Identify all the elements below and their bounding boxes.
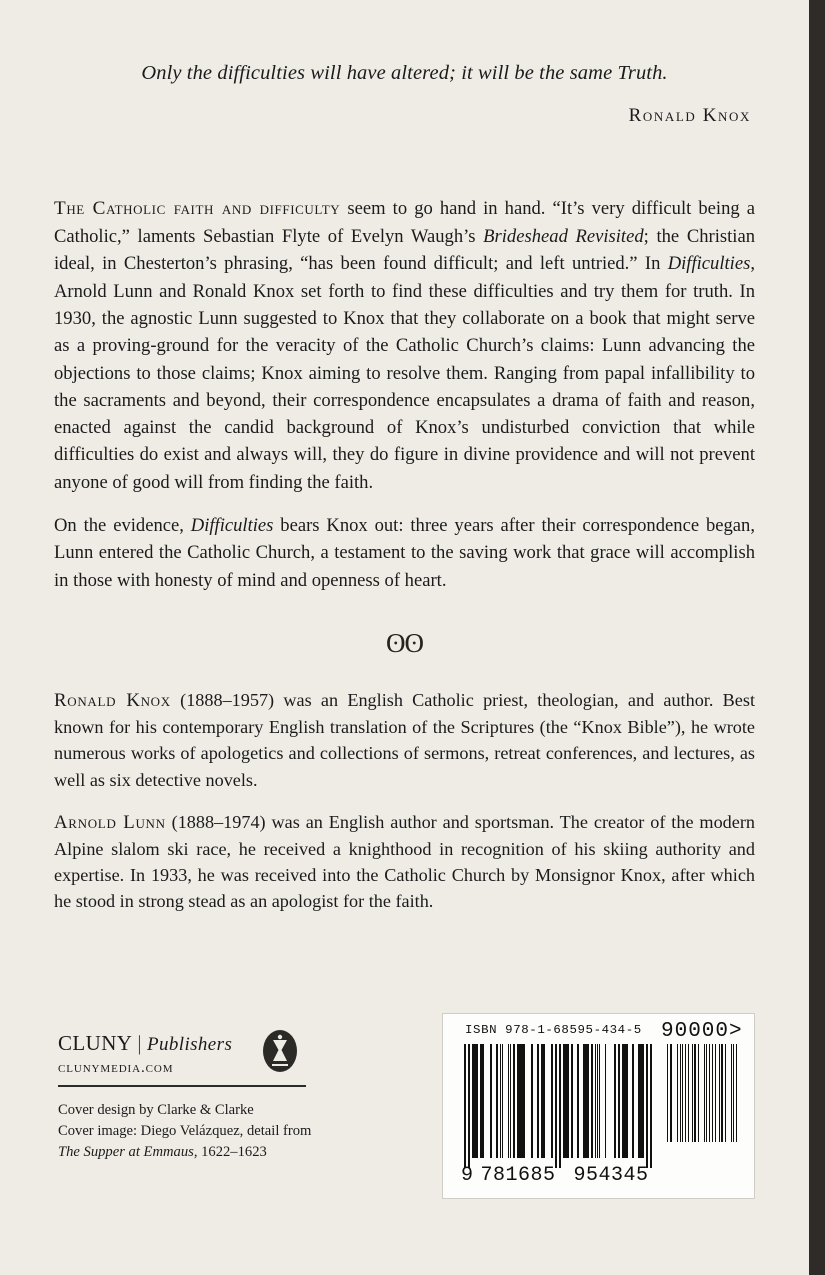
cover-footer bbox=[54, 1013, 755, 1213]
author-bios bbox=[54, 687, 755, 914]
spine-edge bbox=[809, 0, 825, 1275]
credit-image-title-line bbox=[58, 1142, 358, 1163]
publisher-separator: | bbox=[137, 1031, 142, 1055]
ean-digits-left: 781685 bbox=[480, 1164, 556, 1187]
publisher-block bbox=[58, 1031, 358, 1163]
epigraph-attribution: Ronald Knox bbox=[628, 104, 751, 126]
blurb-title-brideshead: Brideshead Revisited bbox=[483, 225, 644, 247]
credit-image-line: Cover image: Diego Velázquez, detail from bbox=[58, 1123, 312, 1140]
ean13-bars bbox=[464, 1044, 652, 1168]
blurb-p2-start: On the evidence, bbox=[54, 515, 191, 537]
publisher-descriptor: Publishers bbox=[146, 1034, 233, 1055]
publisher-colophon-icon bbox=[260, 1029, 300, 1073]
ean13-digits bbox=[461, 1164, 661, 1187]
credit-image-date: , 1622–1623 bbox=[193, 1144, 267, 1161]
publisher-rule bbox=[58, 1085, 306, 1087]
blurb-paragraph-2 bbox=[54, 512, 755, 594]
cover-credits bbox=[58, 1100, 358, 1163]
barcode-addon-digits: 90000> bbox=[661, 1020, 743, 1043]
publisher-name: CLUNY bbox=[58, 1031, 133, 1055]
credit-image-title: The Supper at Emmaus bbox=[58, 1144, 194, 1161]
blurb-title-difficulties: Difficulties bbox=[667, 253, 751, 275]
bio-arnold-lunn bbox=[54, 809, 755, 915]
blurb-p1-rest: seem to go hand in hand. “It’s very difficult being a Catholic,” laments Sebastian Flyte of Evelyn Waugh’s bbox=[54, 197, 756, 247]
bio-ronald-knox bbox=[54, 687, 755, 793]
blurb-p1-mid: ; the Christian ideal, in Chesterton’s phrasing, “has been found difficult; and left untried.” In bbox=[54, 225, 756, 275]
bio-name-knox: Ronald Knox bbox=[54, 690, 171, 712]
ean-digit-lead: 9 bbox=[461, 1164, 474, 1187]
blurb-p1-end: , Arnold Lunn and Ronald Knox set forth to find these difficulties and try them for truth. In 1930, the agnostic Lunn suggested to Knox that they collaborate on a book that might serve as a proving-ground for the veracity of the Catholic Church’s claims: Lunn advancing the objections to those claims; Knox aiming to resolve them. Ranging from papal infallibility to the sacraments and beyond, their correspondence encapsulates a drama of faith and reason, enacted against the candid background of Knox’s undisturbed conviction that while difficulties do exist and always will, they do figure in divine providence and will not prevent anyone of good will from finding the faith. bbox=[54, 253, 755, 493]
ean5-addon-bars bbox=[665, 1044, 737, 1142]
bio-text-lunn: (1888–1974) was an English author and sportsman. The creator of the modern Alpine slalom ski race, he received a knighthood in recognition of his skiing authority and expertise. In 1933, he was received into the Catholic Church by Monsignor Knox, after which he stood in strong stead as an apologist for the faith. bbox=[54, 811, 755, 912]
isbn-label: ISBN 978-1-68595-434-5 bbox=[465, 1023, 642, 1037]
barcode-panel bbox=[442, 1013, 755, 1199]
blurb-p2-title: Difficulties bbox=[190, 515, 274, 537]
ornament-divider-icon: ʘʘ bbox=[386, 628, 423, 659]
blurb-paragraph-1 bbox=[54, 195, 755, 497]
bio-text-knox: (1888–1957) was an English Catholic priest, theologian, and author. Best known for his contemporary English translation of the Scriptures (the “Knox Bible”), he wrote numerous works of apologetics and collections of sermons, retreat conferences, and lectures, as well as six detective novels. bbox=[54, 690, 755, 790]
bio-name-lunn: Arnold Lunn bbox=[54, 811, 166, 833]
publisher-url[interactable]: clunymedia.com bbox=[58, 1059, 174, 1076]
ean-digits-right: 954345 bbox=[573, 1164, 649, 1187]
credit-design: Cover design by Clarke & Clarke bbox=[58, 1102, 254, 1118]
blurb-p2-end: bears Knox out: three years after their correspondence began, Lunn entered the Catholic Church, a testament to the saving work that grace will accomplish in those with honesty of mind and openness of heart. bbox=[54, 515, 755, 591]
publisher-name-line bbox=[58, 1031, 358, 1056]
blurb-block bbox=[54, 195, 755, 594]
epigraph-quote: Only the difficulties will have altered; it will be the same Truth. bbox=[141, 62, 668, 84]
blurb-lead-caps: The Catholic faith and difficulty bbox=[54, 197, 341, 219]
